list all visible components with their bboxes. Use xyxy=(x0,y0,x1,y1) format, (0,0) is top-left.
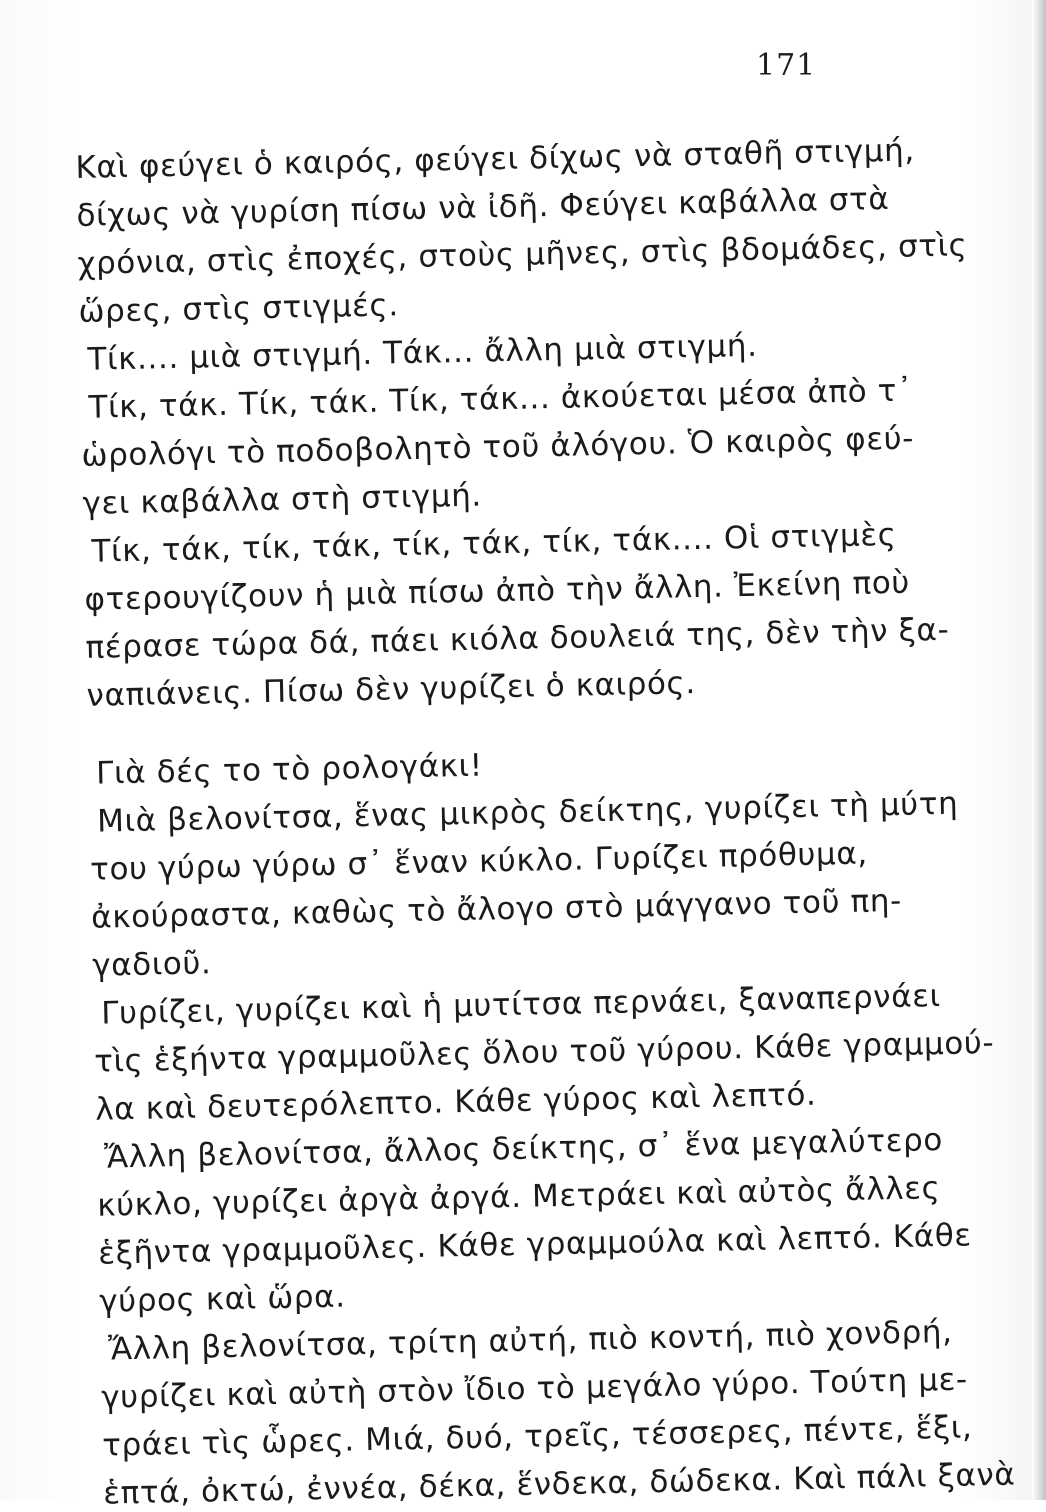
text-line: κύκλο, γυρίζει ἀργὰ ἀργά. Μετράει καὶ αὐτὸς ἄλλες xyxy=(96,1170,941,1224)
text-line: ἀκούραστα, καθὼς τὸ ἄλογο στὸ μάγγανο τοῦ πη- xyxy=(90,882,903,936)
text-line: φτερουγίζουν ἡ μιὰ πίσω ἀπὸ τὴν ἄλλη. Ἐκείνη ποὺ xyxy=(84,564,911,618)
text-line: ὥρες, στὶς στιγμές. xyxy=(78,287,400,330)
text-line: χρόνια, στὶς ἐποχές, στοὺς μῆνες, στὶς βδομάδες, στὶς xyxy=(77,227,968,282)
text-line: Γιὰ δές το τὸ ρολογάκι! xyxy=(95,747,484,792)
text-line: Ἄλλη βελονίτσα, ἄλλος δείκτης, σ᾽ ἕνα μεγαλύτερο xyxy=(103,1122,944,1176)
text-line: Ἄλλη βελονίτσα, τρίτη αὐτή, πιὸ κοντή, πιὸ χονδρή, xyxy=(107,1313,953,1368)
text-line: Γυρίζει, γυρίζει καὶ ἡ μυτίτσα περνάει, ξαναπερνάει xyxy=(100,978,941,1032)
text-line: Τίκ, τάκ, τίκ, τάκ, τίκ, τάκ, τίκ, τάκ.... Οἱ στιγμὲς xyxy=(91,516,897,570)
text-line: ἑπτά, ὀκτώ, ἐννέα, δέκα, ἕνδεκα, δώδεκα. Καὶ πάλι ξανὰ xyxy=(102,1456,1016,1512)
text-line: γύρος καὶ ὥρα. xyxy=(98,1278,346,1320)
text-line: τὶς ἑξήντα γραμμοῦλες ὅλου τοῦ γύρου. Κάθε γραμμού- xyxy=(93,1024,995,1080)
text-line: λα καὶ δευτερόλεπτο. Κάθε γύρος καὶ λεπτό. xyxy=(94,1076,817,1128)
page-number: 171 xyxy=(756,48,817,83)
text-line: ἑξῆντα γραμμοῦλες. Κάθε γραμμούλα καὶ λεπτό. Κάθε xyxy=(97,1217,973,1272)
text-line: Μιὰ βελονίτσα, ἕνας μικρὸς δείκτης, γυρίζει τὴ μύτη xyxy=(96,785,959,840)
text-line: Τίκ.... μιὰ στιγμή. Τάκ... ἄλλη μιὰ στιγμή. xyxy=(87,327,758,378)
text-line: ὡρολόγι τὸ ποδοβολητὸ τοῦ ἀλόγου. Ὁ καιρὸς φεύ- xyxy=(81,420,915,474)
text-line: γαδιοῦ. xyxy=(91,945,212,984)
text-line: ναπιάνεις. Πίσω δὲν γυρίζει ὁ καιρός. xyxy=(86,665,697,714)
text-line: Τίκ, τάκ. Τίκ, τάκ. Τίκ, τάκ... ἀκούεται μέσα ἀπὸ τ᾽ xyxy=(88,372,914,426)
text-line: δίχως νὰ γυρίση πίσω νὰ ἰδῆ. Φεύγει καβάλλα στὰ xyxy=(76,180,890,234)
text-line: Καὶ φεύγει ὁ καιρός, φεύγει δίχως νὰ σταθῆ στιγμή, xyxy=(75,132,916,186)
text-line: του γύρω γύρω σ᾽ ἕναν κύκλο. Γυρίζει πρόθυμα, xyxy=(89,835,869,888)
page-edge-shadow xyxy=(1032,0,1046,1500)
text-line: γει καβάλλα στὴ στιγμή. xyxy=(82,477,483,522)
text-line: πέρασε τώρα δά, πάει κιόλα δουλειά της, δὲν τὴν ξα- xyxy=(85,611,950,666)
text-line: τράει τὶς ὧρες. Μιά, δυό, τρεῖς, τέσσερες, πέντε, ἕξι, xyxy=(101,1409,973,1464)
text-line: γυρίζει καὶ αὐτὴ στὸν ἴδιο τὸ μεγάλο γύρο. Τούτη με- xyxy=(100,1361,969,1416)
